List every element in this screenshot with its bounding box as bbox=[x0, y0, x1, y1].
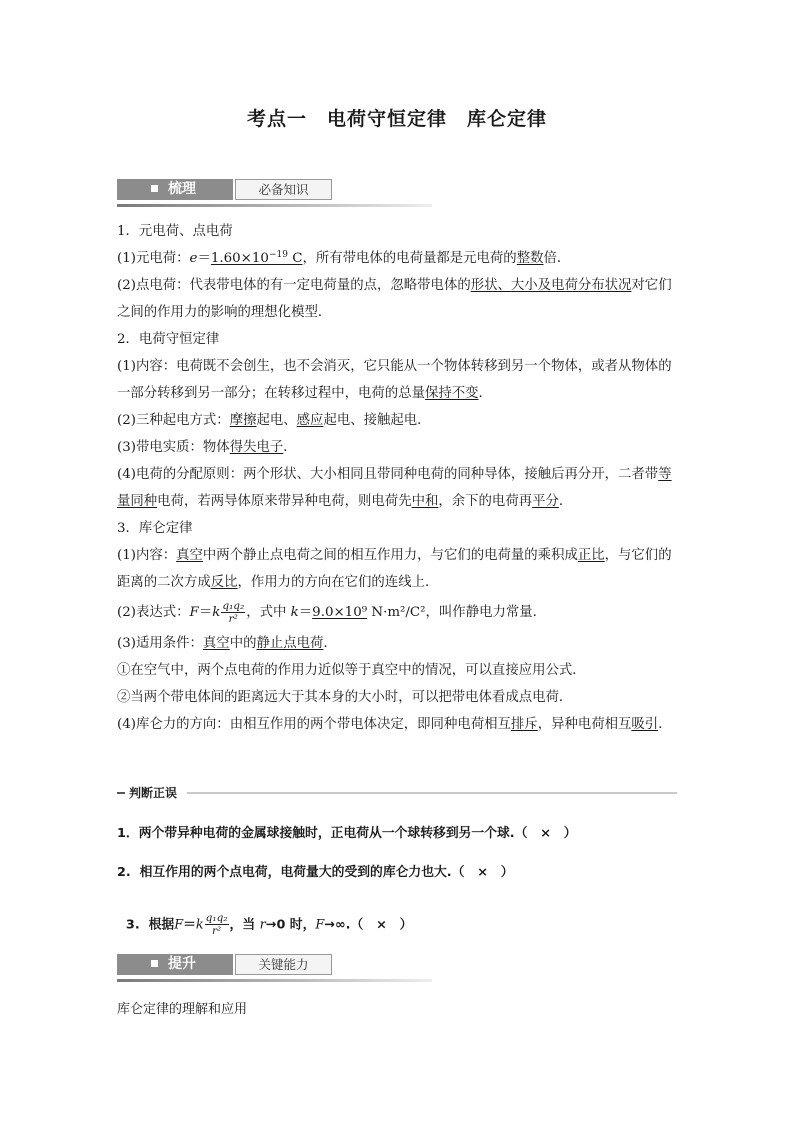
para-direction: (4)库仑力的方向：由相互作用的两个带电体决定，即同种电荷相互排斥，异种电荷相互吸引． bbox=[117, 717, 672, 732]
section-tag-label: 提升 bbox=[168, 956, 196, 972]
page-title: 考点一 电荷守恒定律 库仑定律 bbox=[246, 108, 547, 130]
header-underline bbox=[117, 979, 432, 982]
section-tag-label: 梳理 bbox=[168, 181, 196, 197]
subsection-title: 库仑定律的理解和应用 bbox=[117, 1002, 248, 1017]
judge-item-2: 2. 相互作用的两个点电荷，电荷量大的受到的库仑力也大.（ × ） bbox=[117, 865, 514, 880]
section-header-improve bbox=[117, 954, 432, 982]
square-bullet-icon bbox=[151, 960, 158, 967]
section-subtag: 关键能力 bbox=[235, 954, 332, 975]
para-elementary-charge: (1)元电荷：$e=1.60\times 10^{-19}$ C，所有带电体的电荷量都是元电荷的整数倍． bbox=[117, 250, 571, 266]
section-header-comb bbox=[117, 179, 432, 207]
para-formula: (2)表达式：F＝k $\frac{\text{q₁q₂}}{\text{r²}}$ ，式中 k＝9.0×10⁹ N·m²/C²，叫作静电力常量． bbox=[117, 599, 547, 625]
heading-3: 3．库仑定律 bbox=[117, 521, 193, 536]
judge-item-3: 3. 根据F＝k $\frac{\text{q₁q₂}}{\text{r²}}$ ，当 r→0 时，F→∞.（ × ） bbox=[125, 912, 413, 937]
fraction: $\frac{\text{q₁q₂}}{\text{r²}}$ bbox=[222, 599, 245, 625]
para-note-2: ②当两个带电体间的距离远大于其本身的大小时，可以把带电体看成点电荷． bbox=[117, 690, 573, 705]
para-charging-essence: (3)带电实质：物体得失电子． bbox=[117, 440, 297, 455]
fraction: $\frac{\text{q₁q₂}}{\text{r²}}$ bbox=[205, 912, 228, 937]
header-underline bbox=[117, 204, 432, 207]
heading-1: 1．元电荷、点电荷 bbox=[117, 224, 233, 239]
para-coulomb-content: (1)内容：真空中两个静止点电荷之间的相互作用力，与它们的电荷量的乘积成正比，与它们的距离的二次方成反比，作用力的方向在它们的连线上． bbox=[117, 548, 672, 590]
para-charging-methods: (2)三种起电方式：摩擦起电、感应起电、接触起电． bbox=[117, 413, 431, 428]
body-text bbox=[117, 218, 682, 738]
section-tag bbox=[117, 954, 233, 975]
judge-header bbox=[117, 786, 677, 800]
section-tag bbox=[117, 179, 233, 200]
para-distribution: (4)电荷的分配原则：两个形状、大小相同且带同种电荷的同种导体，接触后再分开，二者带等量同种电荷，若两导体原来带异种电荷，则电荷先中和，余下的电荷再平分． bbox=[117, 467, 672, 509]
heading-2: 2．电荷守恒定律 bbox=[117, 332, 220, 347]
judge-item-1: 1．两个带异种电荷的金属球接触时，正电荷从一个球转移到另一个球.（ × ） bbox=[117, 826, 577, 841]
para-point-charge: (2)点电荷：代表带电体的有一定电荷量的点，忽略带电体的形状、大小及电荷分布状况对它们之间的作用力的影响的理想化模型． bbox=[117, 278, 672, 320]
divider bbox=[117, 792, 125, 794]
divider bbox=[187, 792, 677, 794]
para-conservation: (1)内容：电荷既不会创生，也不会消灭，它只能从一个物体转移到另一个物体，或者从物体的一部分转移到另一部分；在转移过程中，电荷的总量保持不变． bbox=[117, 359, 672, 401]
section-subtag: 必备知识 bbox=[235, 179, 332, 200]
para-conditions: (3)适用条件：真空中的静止点电荷． bbox=[117, 636, 337, 651]
para-note-1: ①在空气中，两个点电荷的作用力近似等于真空中的情况，可以直接应用公式． bbox=[117, 663, 586, 678]
square-bullet-icon bbox=[151, 185, 158, 192]
judge-header-label: 判断正误 bbox=[129, 786, 178, 800]
